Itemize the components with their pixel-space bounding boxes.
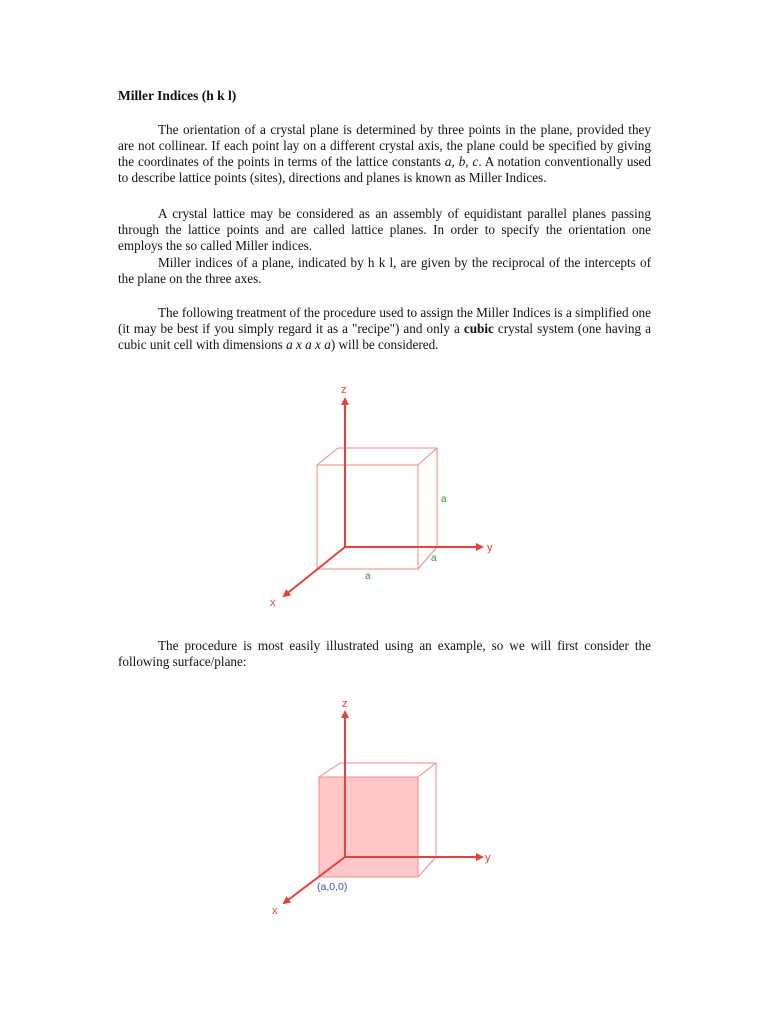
shaded-plane-diagram xyxy=(256,690,506,925)
paragraph-text: A crystal lattice may be considered as an assembly of equidistant parallel planes passing through the lattice points and are called lattice planes. In order to specify the orientation one employs the so called Miller indices. xyxy=(118,206,651,253)
paragraph-example-intro xyxy=(118,638,651,670)
x-axis xyxy=(284,547,345,596)
cubic-unit-cell-diagram xyxy=(256,375,506,620)
page-title: Miller Indices (h k l) xyxy=(118,88,237,103)
edge-length-label: a xyxy=(365,571,371,582)
z-axis-label: z xyxy=(341,384,347,396)
paragraph-text: ) will be considered. xyxy=(330,337,439,352)
paragraph-text: Miller indices of a plane, indicated by h k l, are given by the reciprocal of the intercepts of the plane on the three axes. xyxy=(118,255,651,286)
z-axis-label: z xyxy=(342,698,348,710)
cube-front-face xyxy=(317,465,418,569)
y-axis-label: y xyxy=(485,852,491,864)
bold-term-cubic: cubic xyxy=(463,321,494,336)
paragraph-miller-definition xyxy=(118,255,651,287)
paragraph-text: The orientation of a crystal plane is determined by three points in the plane, provided they are not collinear. If each point lay on a different crystal axis, the plane could be specified by giving the coordinates of the points in terms of the lattice constants xyxy=(118,122,651,169)
coordinate-axes xyxy=(284,399,482,596)
shaded-plane xyxy=(319,777,418,877)
paragraph-crystal-plane xyxy=(118,122,651,186)
edge-length-label: a xyxy=(441,494,447,505)
paragraph-text: The following treatment of the procedure used to assign the Miller Indices is a simplified one (it may be best if you simply regard it as a "recipe") and only a xyxy=(118,305,651,336)
cube-edge xyxy=(319,763,340,777)
x-axis-label: x xyxy=(270,597,276,609)
x-axis-label: x xyxy=(272,905,278,917)
paragraph-text: . A notation conventionally used to describe lattice points (sites), directions and planes is known as Miller Indices. xyxy=(118,154,651,185)
intercept-label: (a,0,0) xyxy=(317,881,348,893)
paragraph-lattice-planes xyxy=(118,206,651,254)
cube-edges xyxy=(317,448,437,569)
cube-edge xyxy=(418,763,436,777)
lattice-constants: a, b, c xyxy=(444,154,479,169)
cube-edge xyxy=(418,857,436,877)
paragraph-procedure-intro xyxy=(118,305,651,353)
edge-length-label: a xyxy=(431,553,437,564)
x-axis xyxy=(284,857,348,903)
y-axis-label: y xyxy=(487,542,493,554)
paragraph-text: crystal system (one having a cubic unit cell with dimensions xyxy=(118,321,651,352)
cell-dimensions: a x a x a xyxy=(286,337,331,352)
cube-edge xyxy=(317,448,338,465)
paragraph-text: The procedure is most easily illustrated using an example, so we will first consider the following surface/plane: xyxy=(118,638,651,669)
cube-edge xyxy=(418,448,437,465)
